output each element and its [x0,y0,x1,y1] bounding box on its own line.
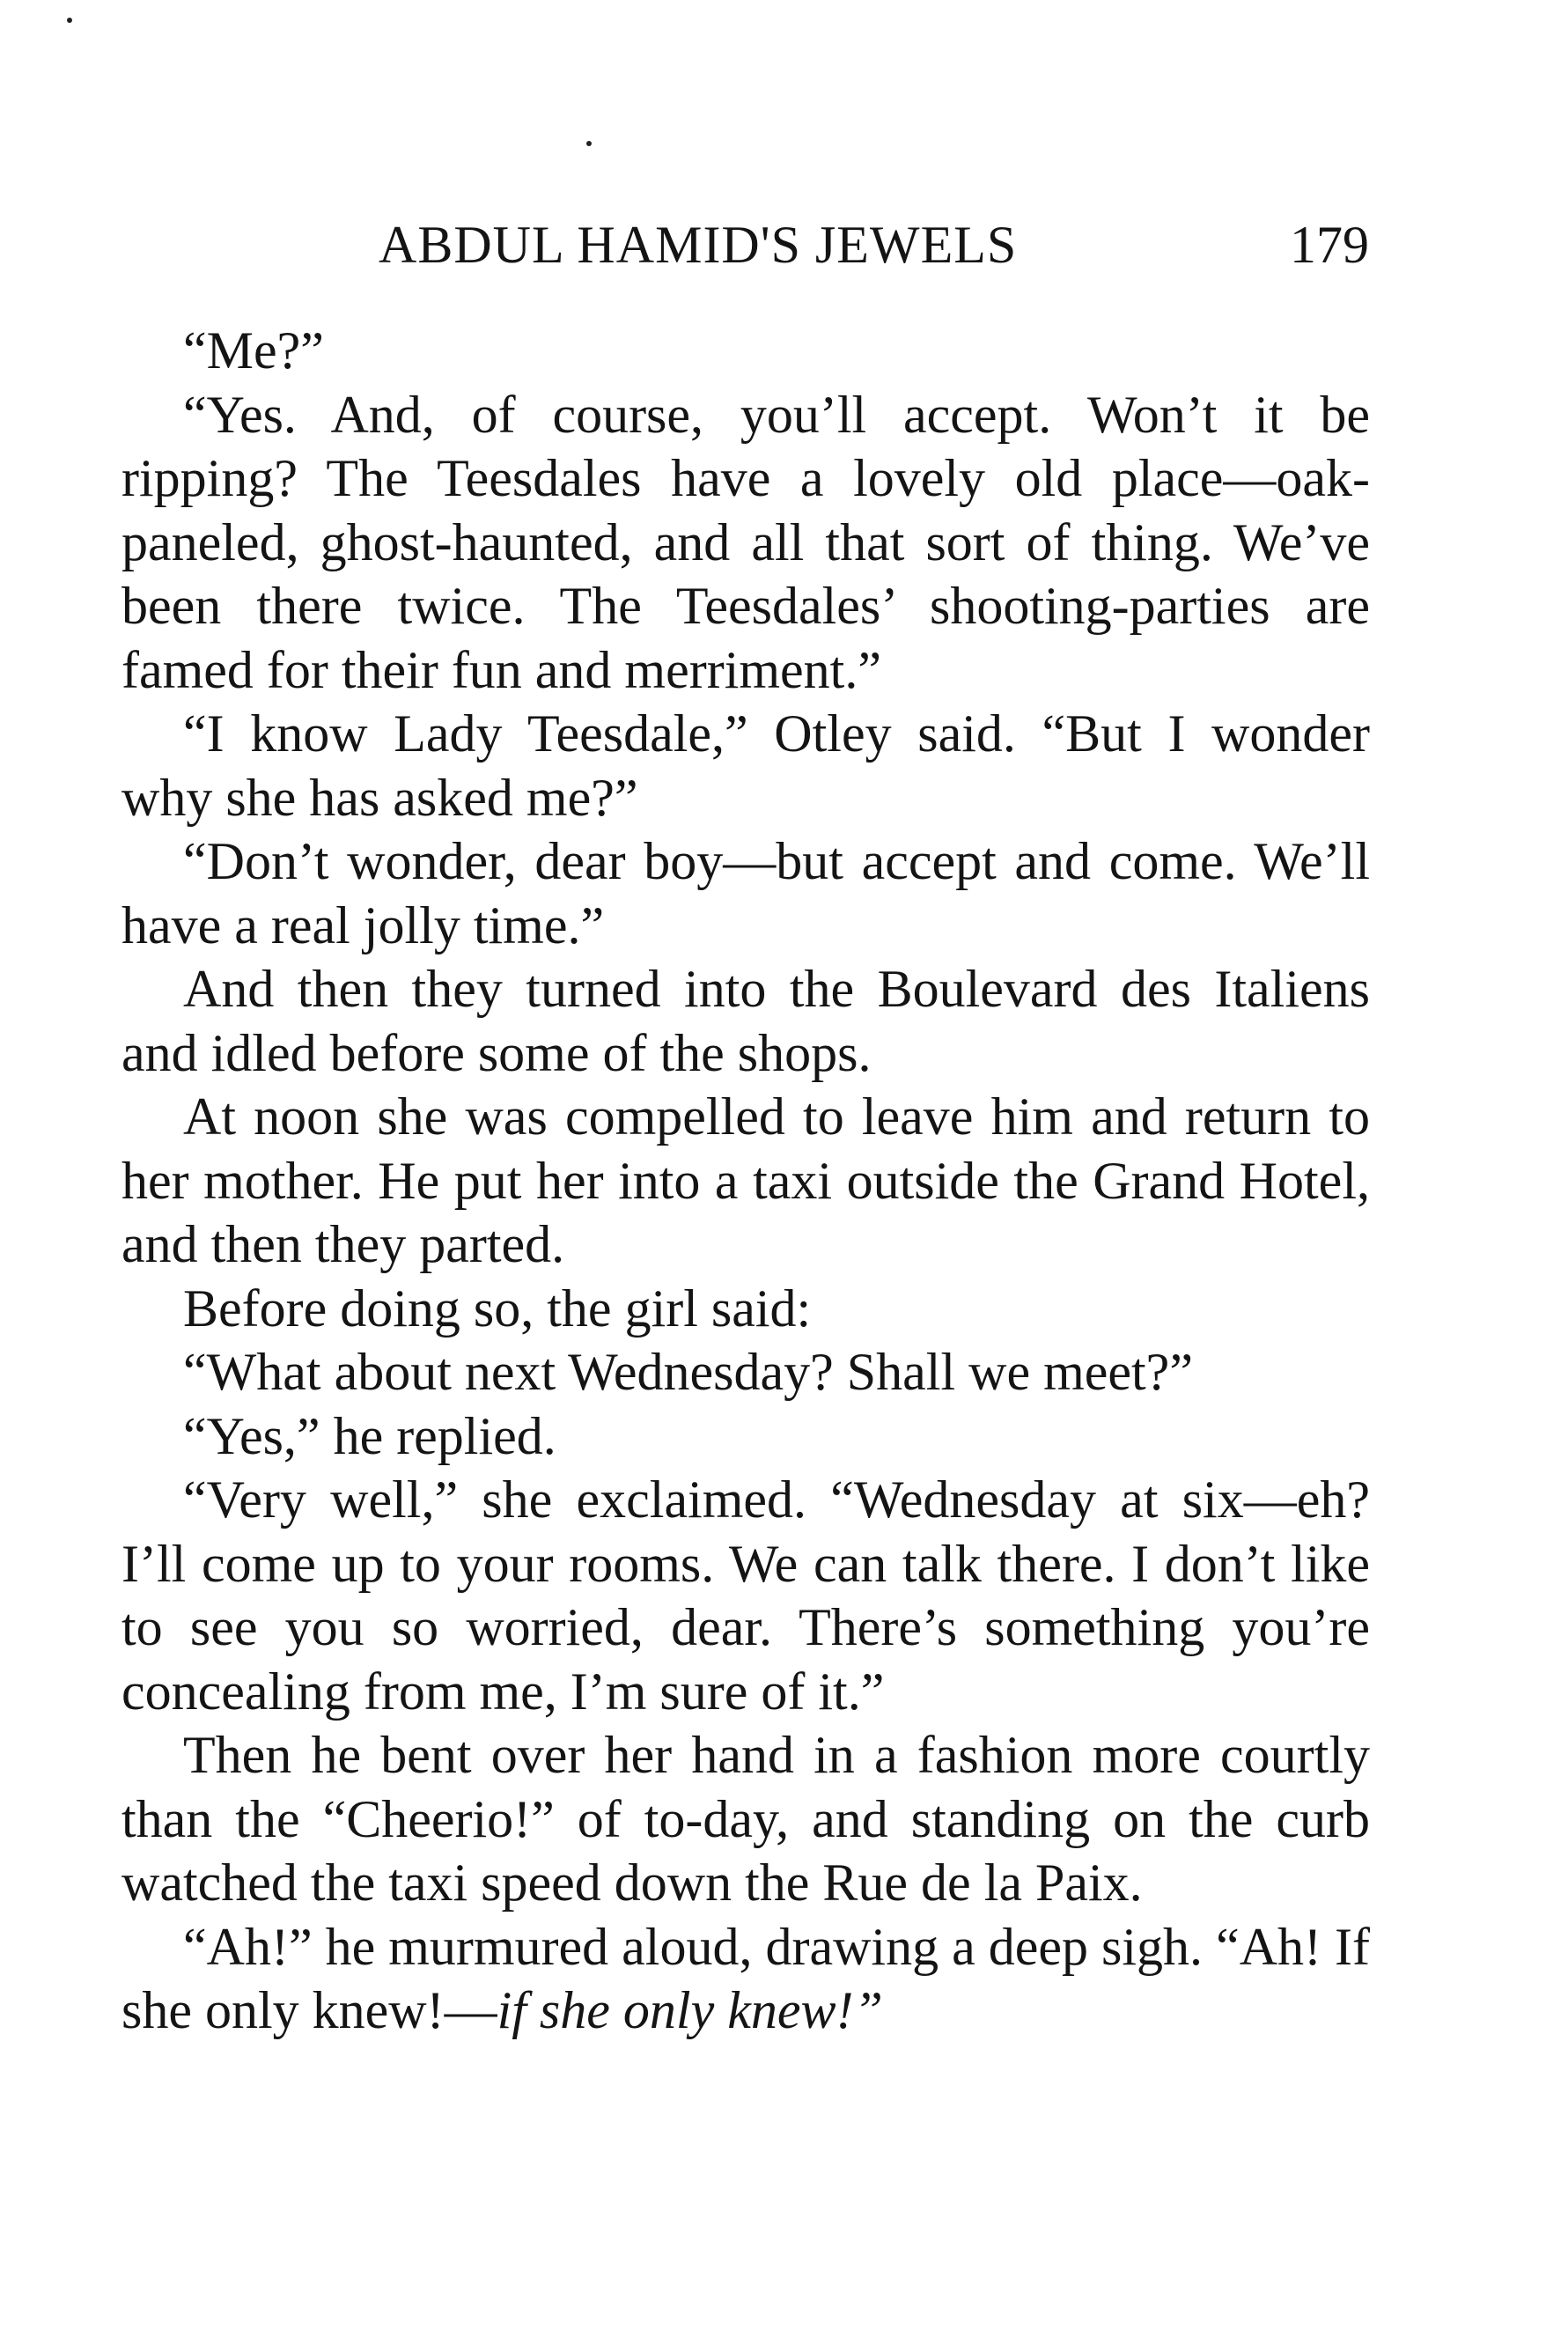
paragraph: “Yes. And, of course, you’ll accept. Won’t it be ripping? The Teesdales have a lovely old place—oak-paneled, ghost-haunted, and all that sort of thing. We’ve been there twice. The Teesdales’ shooting-parties are famed for their fun and merriment.” [121,385,1370,699]
paragraph: “Yes,” he replied. [183,1406,556,1465]
ink-speck [586,141,592,146]
paragraph: Then he bent over her hand in a fashion more courtly than the “Cheerio!” of to-day, and standing on the curb watched the taxi speed down the Rue de la Paix. [121,1726,1370,1912]
paragraph: At noon she was compelled to leave him and return to her mother. He put her into a taxi outside the Grand Hotel, and then they parted. [121,1087,1370,1273]
paragraph: And then they turned into the Boulevard des Italiens and idled before some of the shops. [121,960,1370,1082]
ink-speck [67,18,72,23]
paragraph: “Me?” [183,321,324,380]
final-paragraph [121,1915,1370,2043]
paragraph: “I know Lady Teesdale,” Otley said. “But I wonder why she has asked me?” [121,704,1370,827]
paragraph: Before doing so, the girl said: [183,1279,812,1338]
paragraph: “What about next Wednesday? Shall we meet?” [183,1343,1193,1401]
final-paragraph-text: “Ah!” he murmured aloud, drawing a deep sigh. “Ah! If she only knew!— [121,1917,1370,2039]
body-text [121,319,1370,2043]
final-paragraph-italic: if she only knew!” [497,1981,883,2039]
paragraph: “Don’t wonder, dear boy—but accept and come. We’ll have a real jolly time.” [121,832,1370,954]
page-number: 179 [1290,216,1369,274]
page-header [379,210,1369,280]
paragraph: “Very well,” she exclaimed. “Wednesday at six—eh? I’ll come up to your rooms. We can talk there. I don’t like to see you so worried, dear. There’s something you’re concealing from me, I’m sure of it.” [121,1470,1370,1721]
running-title: ABDUL HAMID'S JEWELS [379,216,1018,274]
